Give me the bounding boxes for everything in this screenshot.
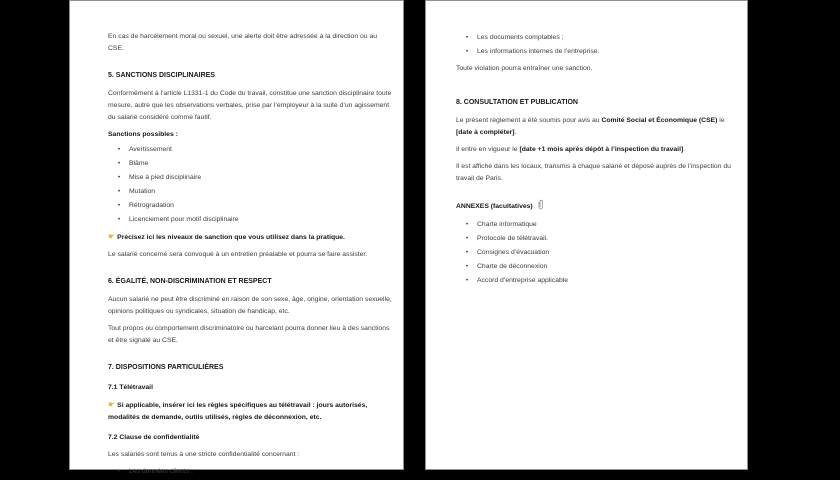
section-5-paragraph: Conformément à l’article L1331-1 du Code du travail, constitue une sanction disciplinaire toute mesure, autre que les observations verbales, prise par l’employeur à la suite d’un agissement du salarié considéré comme fautif. — [108, 90, 392, 121]
bullet-icon: • — [466, 49, 469, 55]
list-item: • Les documents comptables ; — [456, 32, 738, 46]
confidentiality-list-continued — [456, 32, 738, 60]
bullet-icon: • — [118, 189, 121, 195]
pointing-hand-icon: ☛ — [108, 400, 116, 409]
bullet-icon: • — [118, 161, 121, 167]
non-discrimination-paragraph: Aucun salarié ne peut être discriminé en raison de son sexe, âge, origine, orientation sexuelle, opinions politiques ou syndicales, situation de handicap, etc. — [108, 296, 392, 315]
list-item: • Avertissement — [108, 144, 393, 158]
section-5-title: 5. SANCTIONS DISCIPLINAIRES — [108, 72, 215, 79]
cse-consultation-paragraph: Le présent règlement a été soumis pour avis au Comité Social et Économique (CSE) le [date à compléter]. — [456, 117, 725, 136]
list-item: • Charte informatique — [456, 219, 738, 233]
list-item: • Protocole de télétravail. — [456, 233, 738, 247]
bullet-icon: • — [118, 203, 121, 209]
annexes-title: ANNEXES (facultatives) — [456, 203, 533, 210]
list-item: • Mise à pied disciplinaire — [108, 172, 393, 186]
telework-tip: ☛ Si applicable, insérer ici les règles spécifiques au télétravail : jours autorisés, modalités de demande, outils utilisés, règles de déconnexion, etc. — [108, 400, 368, 421]
section-8-title: 8. CONSULTATION ET PUBLICATION — [456, 99, 578, 106]
confidentiality-list — [108, 466, 393, 480]
annexes-list — [456, 219, 738, 289]
sanctions-tip: ☛ Précisez ici les niveaux de sanction que vous utilisez dans la pratique. — [108, 232, 345, 241]
confidentiality-intro-paragraph: Les salariés sont tenus à une stricte confidentialité concernant : — [108, 451, 300, 458]
list-item: • Mutation — [108, 186, 393, 200]
section-7-1-subtitle: 7.1 Télétravail — [108, 384, 153, 391]
date-placeholder: [date à compléter] — [456, 129, 515, 136]
bullet-icon: • — [118, 147, 121, 153]
violation-paragraph: Toute violation pourra entraîner une sanction. — [456, 65, 593, 72]
bullet-icon: • — [466, 264, 469, 270]
list-item: • Accord d’entreprise applicable — [456, 275, 738, 289]
list-item: • Blâme — [108, 158, 393, 172]
list-item: • Les données clients ; — [108, 466, 393, 480]
posting-paragraph: Il est affiché dans les locaux, transmis à chaque salarié et déposé auprès de l’inspection du travail de Paris. — [456, 163, 731, 182]
list-item: • Licenciement pour motif disciplinaire — [108, 214, 393, 228]
bullet-icon: • — [466, 35, 469, 41]
section-7-title: 7. DISPOSITIONS PARTICULIÈRES — [108, 364, 224, 371]
bullet-icon: • — [118, 175, 121, 181]
section-7-2-subtitle: 7.2 Clause de confidentialité — [108, 434, 200, 441]
cse-bold-text: Comité Social et Économique (CSE) — [601, 117, 718, 124]
bullet-icon: • — [466, 278, 469, 284]
harassment-alert-paragraph: En cas de harcèlement moral ou sexuel, une alerte doit être adressée à la direction ou au CSE. — [108, 33, 378, 52]
list-item: • Rétrogradation — [108, 200, 393, 214]
pointing-hand-icon: ☛ — [108, 232, 116, 241]
annexes-title-row — [456, 199, 738, 215]
prior-interview-paragraph: Le salarié concerné sera convoqué à un entretien préalable et pourra se faire assister. — [108, 251, 368, 258]
effective-date-placeholder: [date +1 mois après dépôt à l’inspection du travail] — [519, 146, 684, 153]
section-6-title: 6. ÉGALITÉ, NON-DISCRIMINATION ET RESPECT — [108, 278, 272, 285]
effective-date-paragraph: Il entre en vigueur le [date +1 mois après dépôt à l’inspection du travail]. — [456, 146, 686, 153]
list-item: • Les informations internes de l’entreprise. — [456, 46, 738, 60]
discriminatory-behavior-paragraph: Tout propos ou comportement discriminatoire ou harcelant pourra donner lieu à des sanctions et être signalé au CSE. — [108, 325, 390, 344]
list-item: • Charte de déconnexion — [456, 261, 738, 275]
list-item: • Consignes d’évacuation — [456, 247, 738, 261]
bullet-icon: • — [466, 222, 469, 228]
sanctions-list-label: Sanctions possibles : — [108, 131, 178, 138]
page-left — [69, 0, 404, 475]
paperclip-icon — [537, 199, 544, 215]
sanctions-list — [108, 144, 393, 228]
bullet-icon: • — [466, 236, 469, 242]
bullet-icon: • — [118, 217, 121, 223]
page-right — [425, 0, 748, 470]
bullet-icon: • — [118, 469, 121, 475]
bullet-icon: • — [466, 250, 469, 256]
